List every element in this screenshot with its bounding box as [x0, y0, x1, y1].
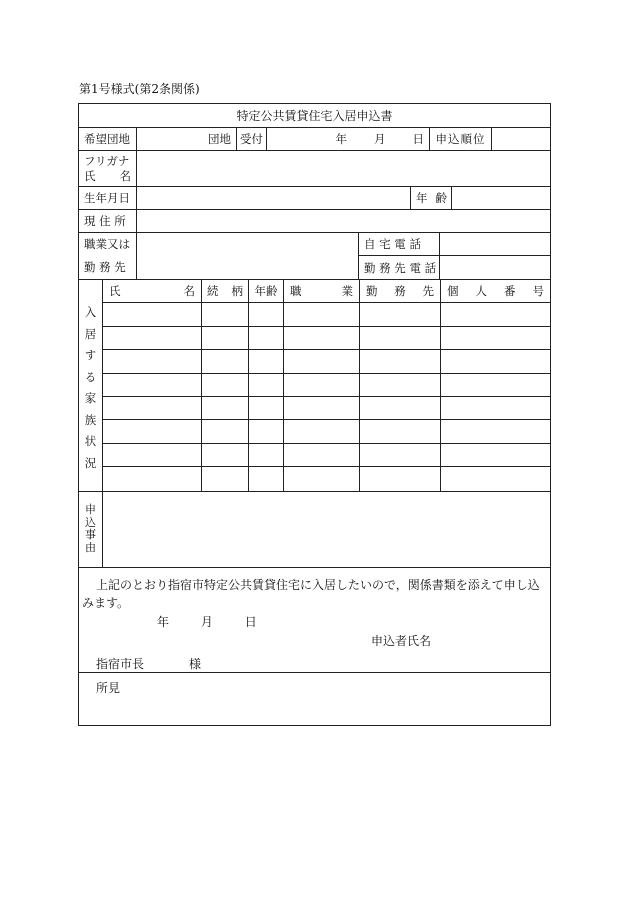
form-number: 第1号様式(第2条関係)	[79, 82, 200, 96]
family-work-cell[interactable]	[360, 350, 441, 372]
col-work-header	[360, 280, 441, 302]
furigana-label: フリガナ	[84, 153, 130, 168]
age-label	[411, 187, 452, 209]
family-id-cell[interactable]	[441, 467, 550, 490]
reason-label-char: 申	[85, 503, 96, 517]
receipt-date-field[interactable]	[267, 128, 430, 150]
reason-label-char: 込	[85, 515, 96, 529]
declaration-month: 月	[200, 614, 213, 629]
job-field[interactable]	[137, 233, 359, 279]
col-work-b: 務	[394, 284, 406, 299]
family-age-cell[interactable]	[249, 397, 284, 419]
work-phone-field[interactable]	[440, 256, 550, 279]
family-id-cell[interactable]	[441, 350, 550, 372]
family-relation-cell[interactable]	[202, 397, 249, 419]
form-title: 特定公共賃貸住宅入居申込書	[236, 109, 393, 123]
honorific-label: 様	[189, 656, 202, 671]
family-work-cell[interactable]	[360, 397, 441, 419]
job-label-line2: 勤 務 先	[84, 260, 126, 274]
col-age-header: 年齢	[249, 280, 284, 302]
declaration-text: 上記のとおり指宿市特定公共賃貸住宅に入居したいので，関係書類を添えて申し込みます。	[82, 577, 540, 610]
family-label-char: す	[84, 348, 97, 362]
age-label-b: 齢	[435, 191, 447, 205]
family-id-cell[interactable]	[441, 444, 550, 466]
family-id-cell[interactable]	[441, 303, 550, 325]
family-age-cell[interactable]	[249, 350, 284, 372]
desired-row	[79, 128, 550, 151]
remarks-label: 所見	[96, 680, 121, 695]
job-row	[79, 233, 550, 280]
remarks-section[interactable]	[79, 673, 550, 725]
family-job-cell[interactable]	[284, 327, 360, 349]
col-relation-header	[202, 280, 249, 302]
name-label	[79, 151, 137, 186]
family-work-cell[interactable]	[360, 374, 441, 396]
family-relation-cell[interactable]	[202, 350, 249, 372]
desired-label: 希望団地	[79, 128, 137, 150]
family-row	[103, 374, 550, 397]
family-job-cell[interactable]	[284, 467, 360, 490]
col-name-header	[103, 280, 202, 302]
col-relation-a: 続	[207, 284, 219, 299]
family-row	[103, 303, 550, 326]
family-name-cell[interactable]	[103, 374, 202, 396]
family-job-cell[interactable]	[284, 397, 360, 419]
family-relation-cell[interactable]	[202, 327, 249, 349]
family-name-cell[interactable]	[103, 444, 202, 466]
application-form	[78, 103, 551, 726]
order-label: 申込順位	[430, 128, 492, 150]
phone-fields	[440, 233, 550, 279]
family-age-cell[interactable]	[249, 374, 284, 396]
col-job-header	[284, 280, 360, 302]
work-phone-label: 勤 務 先 電 話	[364, 260, 437, 275]
family-row	[103, 327, 550, 350]
age-field[interactable]	[452, 187, 550, 209]
family-relation-cell[interactable]	[202, 444, 249, 466]
family-label-char: 居	[84, 326, 97, 341]
family-name-cell[interactable]	[103, 420, 202, 442]
family-id-cell[interactable]	[441, 374, 550, 396]
family-row	[103, 420, 550, 443]
family-row	[103, 350, 550, 373]
family-relation-cell[interactable]	[202, 303, 249, 325]
birth-field[interactable]	[137, 187, 411, 209]
family-age-cell[interactable]	[249, 467, 284, 490]
family-age-cell[interactable]	[249, 420, 284, 442]
reason-label-char: 事	[85, 528, 96, 542]
col-id-c: 番	[504, 284, 516, 299]
home-phone-label: 自 宅 電 話	[359, 233, 439, 256]
family-row	[103, 397, 550, 420]
col-id-d: 号	[532, 284, 544, 299]
name-row	[79, 151, 550, 187]
job-label	[79, 233, 137, 279]
receipt-year: 年	[335, 132, 347, 146]
applicant-name-label: 申込者氏名	[371, 633, 432, 648]
family-work-cell[interactable]	[360, 467, 441, 490]
address-field[interactable]	[137, 210, 550, 232]
order-field[interactable]	[492, 128, 550, 150]
family-label-char: 入	[84, 305, 97, 319]
family-relation-cell[interactable]	[202, 420, 249, 442]
family-job-cell[interactable]	[284, 420, 360, 442]
receipt-label: 受付	[237, 128, 267, 150]
name-label-a: 氏	[84, 168, 96, 183]
family-work-cell[interactable]	[360, 327, 441, 349]
family-id-cell[interactable]	[441, 397, 550, 419]
col-job-b: 業	[341, 284, 353, 299]
family-age-cell[interactable]	[249, 444, 284, 466]
family-name-cell[interactable]	[103, 303, 202, 325]
family-label	[79, 280, 103, 491]
reason-section	[79, 492, 550, 568]
family-label-char: 況	[84, 455, 97, 470]
title-row	[79, 104, 550, 128]
birth-row	[79, 187, 550, 210]
col-name-b: 名	[183, 284, 195, 299]
home-phone-field[interactable]	[440, 233, 550, 256]
declaration-day: 日	[244, 614, 257, 629]
declaration-year: 年	[157, 614, 170, 629]
age-label-a: 年	[416, 191, 428, 205]
family-job-cell[interactable]	[284, 444, 360, 466]
family-work-cell[interactable]	[360, 303, 441, 325]
birth-label: 生年月日	[79, 187, 137, 209]
family-label-char: 族	[84, 412, 97, 427]
family-name-cell[interactable]	[103, 350, 202, 372]
danchi-suffix: 団地	[208, 132, 231, 146]
col-work-c: 先	[422, 284, 434, 299]
family-label-char: る	[84, 369, 97, 384]
reason-field[interactable]	[103, 492, 550, 567]
family-id-cell[interactable]	[441, 420, 550, 442]
family-job-cell[interactable]	[284, 374, 360, 396]
reason-label-char: 由	[85, 540, 96, 554]
declaration-section	[79, 568, 550, 673]
family-name-cell[interactable]	[103, 467, 202, 490]
family-row	[103, 444, 550, 467]
reason-label	[79, 492, 103, 567]
address-label: 現 住 所	[79, 210, 137, 232]
col-relation-b: 柄	[231, 284, 243, 299]
family-section	[79, 280, 550, 492]
job-label-line1: 職業又は	[84, 237, 130, 251]
family-header-row	[103, 280, 550, 303]
phone-labels	[359, 233, 440, 279]
family-age-cell[interactable]	[249, 327, 284, 349]
family-relation-cell[interactable]	[202, 374, 249, 396]
family-work-cell[interactable]	[360, 420, 441, 442]
family-id-cell[interactable]	[441, 327, 550, 349]
address-row	[79, 210, 550, 233]
col-id-a: 個	[447, 284, 459, 299]
family-name-cell[interactable]	[103, 397, 202, 419]
name-field[interactable]	[137, 151, 550, 186]
family-label-char: 家	[84, 391, 97, 405]
danchi-field[interactable]	[137, 128, 237, 150]
family-relation-cell[interactable]	[202, 467, 249, 490]
col-name-a: 氏	[109, 284, 121, 299]
family-row	[103, 467, 550, 490]
family-name-cell[interactable]	[103, 327, 202, 349]
declaration-date[interactable]	[157, 613, 285, 630]
family-job-cell[interactable]	[284, 303, 360, 325]
name-label-b: 名	[119, 168, 131, 183]
mayor-label: 指宿市長	[96, 656, 145, 671]
receipt-month: 月	[374, 132, 386, 146]
receipt-day: 日	[412, 132, 424, 146]
col-work-a: 勤	[366, 284, 378, 299]
col-id-b: 人	[475, 284, 487, 299]
family-work-cell[interactable]	[360, 444, 441, 466]
family-job-cell[interactable]	[284, 350, 360, 372]
col-id-header	[441, 280, 550, 302]
family-table	[103, 280, 550, 491]
family-age-cell[interactable]	[249, 303, 284, 325]
col-job-a: 職	[290, 284, 302, 299]
family-label-char: 状	[84, 434, 97, 448]
